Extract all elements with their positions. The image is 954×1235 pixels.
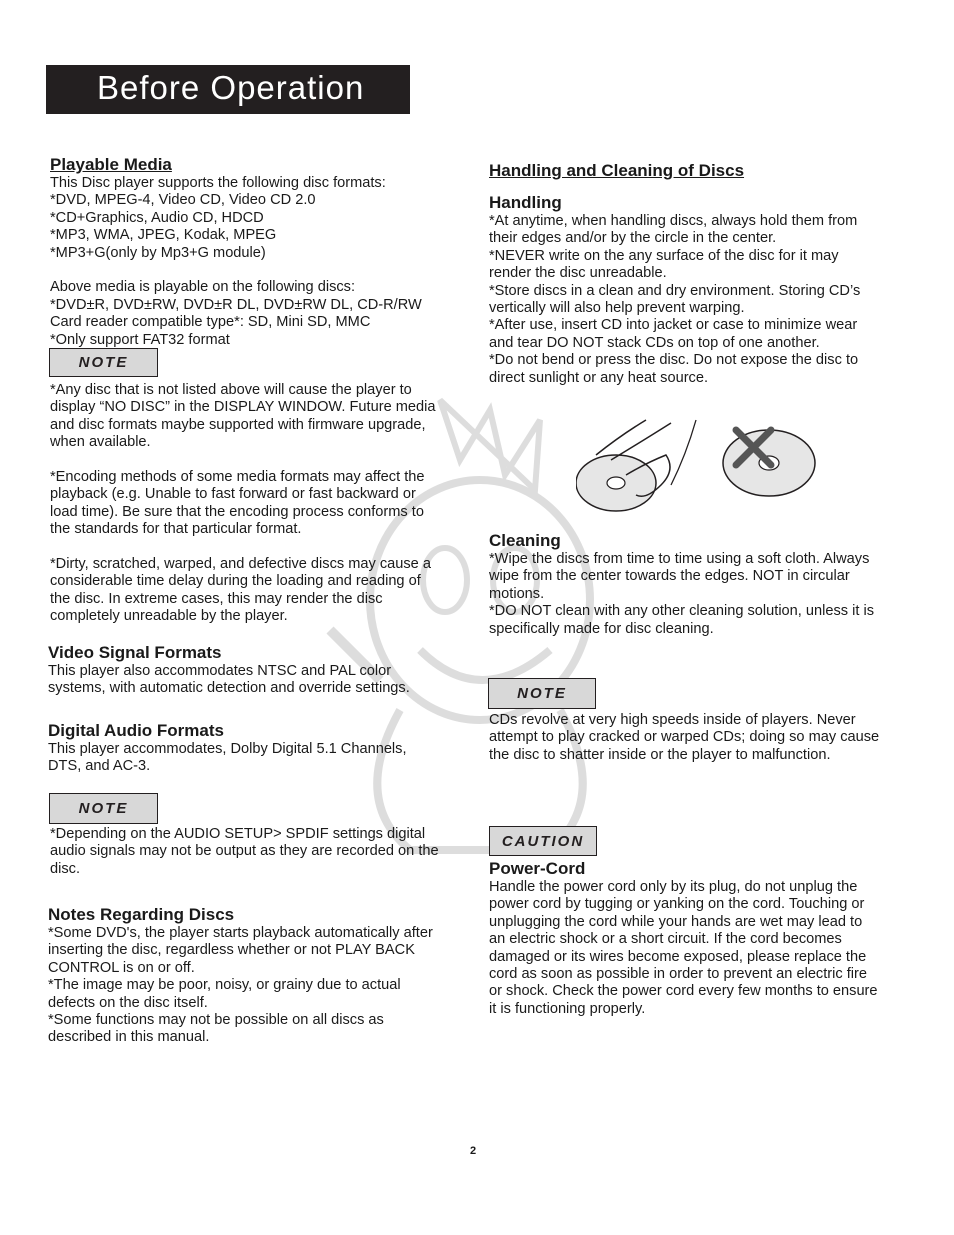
handling-body: *At anytime, when handling discs, always hold them from their edges and/or by the circle in the center. *NEVER write on the any surface of the disc for it may render the disc unreadable. *Store discs in a clean and dry environment. Storing CD’s vertically will also help prevent warping. *After use, insert CD into jacket or case to minimize wear and tear DO NOT stack CDs on top of one another. *Do not bend or press the disc. Do not expose the disc to direct sunlight or any heat source. <box>489 213 861 386</box>
cleaning-heading: Cleaning <box>489 531 561 550</box>
caution-badge: CAUTION <box>489 826 597 856</box>
incorrect-handling-image <box>723 430 815 496</box>
page-title: Before Operation <box>97 69 365 106</box>
video-signal-heading: Video Signal Formats <box>48 643 222 662</box>
correct-handling-image <box>576 420 696 511</box>
power-cord-heading: Power-Cord <box>489 859 586 878</box>
note-body: CDs revolve at very high speeds inside of players. Never attempt to play cracked or warped CDs; doing so may cause the disc to shatter inside or the player to malfunction. <box>489 712 880 763</box>
note-body: *Any disc that is not listed above will cause the player to display “NO DISC” in the DISPLAY WINDOW. Future media and disc formats maybe supported with firmware upgrade, when available. *Encoding methods of some media formats may affect the playback (e.g. Unable to fast forward or fast backward or load time). Be sure that the encoding process conforms to the standards for that particular format. *Dirty, scratched, warped, and defective discs may cause a considerable time delay during the loading and reading of the disc. In extreme cases, this may render the disc completely unreadable by the player. <box>50 382 436 625</box>
note-badge: NOTE <box>49 348 158 377</box>
handling-heading: Handling <box>489 193 562 212</box>
notes-discs-heading: Notes Regarding Discs <box>48 905 235 924</box>
note-badge: NOTE <box>488 678 596 709</box>
disc-handling-illustration <box>576 415 826 515</box>
title-banner <box>46 65 410 114</box>
video-signal-body: This player also accommodates NTSC and PAL color systems, with automatic detection and override settings. <box>48 663 410 697</box>
playable-media-heading: Playable Media <box>50 155 172 174</box>
note-badge: NOTE <box>49 793 158 824</box>
power-cord-body: Handle the power cord only by its plug, do not unplug the power cord by tugging or yanking on the cord. Touching or unplugging the cord while your hands are wet may lead to an electric shock or a short circuit. If the cord becomes damaged or its wires become exposed, please replace the cord as soon as possible in order to prevent an electric fire or shock. Check the power cord every few months to ensure it is functioning properly. <box>489 879 878 1017</box>
note-body: *Depending on the AUDIO SETUP> SPDIF settings digital audio signals may not be output as they are recorded on the disc. <box>50 826 439 877</box>
page-number: 2 <box>470 1145 477 1157</box>
playable-media-body: This Disc player supports the following disc formats: *DVD, MPEG-4, Video CD, Video CD 2.0 *CD+Graphics, Audio CD, HDCD *MP3, WMA, JPEG, Kodak, MPEG *MP3+G(only by Mp3+G module) Above media is playable on the following discs: *DVD±R, DVD±RW, DVD±R DL, DVD±RW DL, CD-R/RW Card reader compatible type*: SD, Mini SD, MMC *Only support FAT32 format <box>50 175 422 348</box>
digital-audio-body: This player accommodates, Dolby Digital 5.1 Channels, DTS, and AC-3. <box>48 741 407 775</box>
cleaning-body: *Wipe the discs from time to time using a soft cloth. Always wipe from the center towards the edges. NOT in circular motions. *DO NOT clean with any other cleaning solution, unless it is specifically made for disc cleaning. <box>489 551 875 637</box>
handling-cleaning-heading: Handling and Cleaning of Discs <box>489 161 745 180</box>
notes-discs-body: *Some DVD's, the player starts playback automatically after inserting the disc, regardless whether or not PLAY BACK CONTROL is on or off. *The image may be poor, noisy, or grainy due to actual defects on the disc itself. *Some functions may not be possible on all discs as described in this manual. <box>48 925 433 1046</box>
digital-audio-heading: Digital Audio Formats <box>48 721 224 740</box>
